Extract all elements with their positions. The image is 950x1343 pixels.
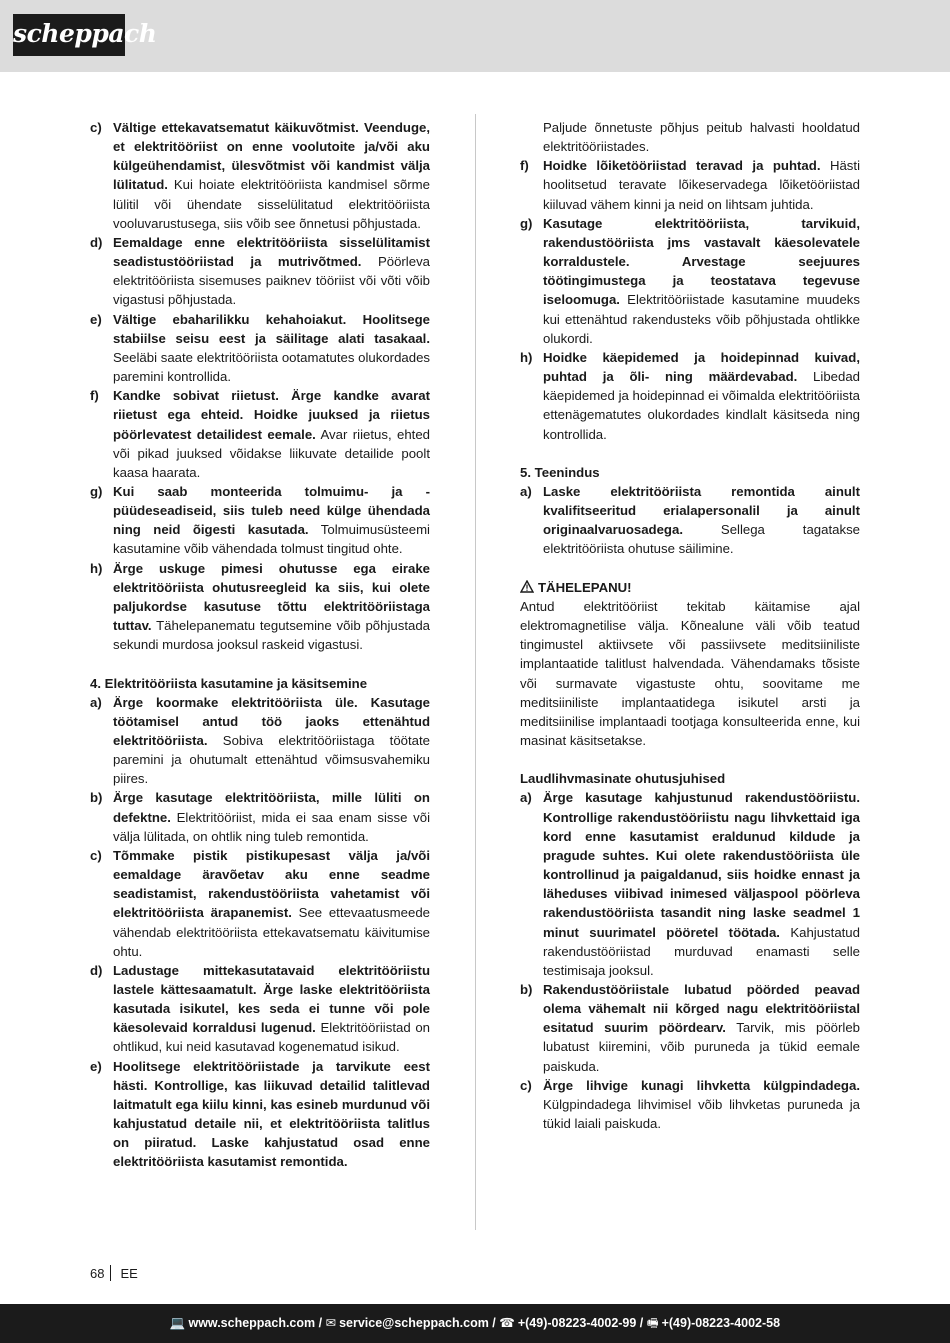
list-item-label: d)	[90, 962, 103, 978]
list-item-bold-text: Rakendustööriistale lubatud pöörded peavad olema vähemalt nii kõrged nagu elektritööriistal esitatud suurim pöördearv.	[543, 981, 860, 1036]
list-item-plain-text: Sobiva elektritööriistaga töötate paremini ja ohutumalt ettenähtud võimsusvahemiku piires.	[113, 732, 430, 787]
list-item	[520, 980, 860, 1076]
list-item-label: b)	[90, 790, 103, 806]
list-item-label: g)	[90, 483, 103, 499]
list-item-text	[113, 693, 430, 789]
list-item-plain-text: Külgpindadega lihvimisel võib lihvketas puruneda ja tükid laiali paiskuda.	[543, 1096, 860, 1132]
list-item-label: d)	[90, 234, 103, 250]
footer-phone: +(49)-08223-4002-99 /	[517, 1316, 644, 1330]
list-item-bold-text: Kasutage elektritööriista, tarvikuid, rakendustööriista jms vastavalt käesolevatele korraldustele. Arvestage seejuures töötingimustega ja teostatava tegevuse iseloomuga.	[543, 215, 860, 308]
list-item-label: g)	[520, 215, 533, 231]
page-number	[90, 1265, 138, 1283]
list-item-plain-text: Elektritööriistad on ohtlikud, kui neid kasutavad kogenematud isikud.	[113, 1020, 430, 1055]
list-item	[90, 693, 430, 789]
list-item-label: f)	[90, 388, 99, 404]
list-item-bold-text: Hoidke käepidemed ja hoidepinnad kuivad, puhtad ja õli- ning määrdevabad.	[543, 349, 860, 385]
header-bar	[0, 0, 950, 72]
list-item-text	[543, 482, 860, 559]
footer-website[interactable]: www.scheppach.com /	[188, 1316, 323, 1330]
warning-text: Antud elektritööriist tekitab käitamise ajal elektromagnetilise välja. Kõnealune väli võib teatud tingimustel aktiivsete või passiivsete meditsiiniliste implantaatide talitlust halvendada. Vähendamaks tõsiste või surmavate vigastuste ohtu, soovitame me meditsiiniliste implantaatidega isikutel arsti ja meditsiinilise implantaadi tootjaga konsulteerida enne, kui masinat käsitsetakse.	[520, 598, 860, 748]
phone-icon: ☎	[499, 1316, 515, 1330]
list-item-label: c)	[520, 1077, 532, 1093]
list-item-bold-text: Hoolitsege elektritööriistade ja tarvikute eest hästi. Kontrollige, kas liikuvad detailid talitlevad laitmatult ega kiilu kinni, kas esineb murdunud või kahjustatud detaile nii, et elektritööriista talitlus on piiratud. Laske kahjustatud osad enne elektritööriista kasutamist remontida.	[113, 1058, 430, 1170]
list-item-bold-text: Kui saab monteerida tolmuimu- ja -püüdeseadiseid, siis tuleb need külge ühendada ning neid õigesti kasutada.	[113, 483, 430, 538]
list-item-bold-text: Kandke sobivat riietust. Ärge kandke avarat riietust ega ehteid. Hoidke juuksed ja riietus pöörlevatest detailidest eemale.	[113, 388, 430, 442]
list-item-text	[543, 214, 860, 348]
list-item-bold-text: Ärge uskuge pimesi ohutusse ega eirake elektritööriista ohutusreegleid ka siis, kui olete paljukordse kasutuse tõttu elektritööriistaga tuttav.	[113, 560, 430, 634]
section-heading: 4. Elektritööriista kasutamine ja käsitsemine	[90, 675, 368, 691]
list-item-text	[113, 118, 430, 233]
right-column	[520, 118, 860, 1133]
list-item-bold-text: Ärge koormake elektritööriista üle. Kasutage töötamisel antud töö jaoks ettenähtud elektritööriista.	[113, 694, 430, 748]
section-heading: 5. Teenindus	[520, 464, 600, 480]
mail-icon: ✉	[325, 1316, 337, 1330]
list-item-plain-text: Avar riietus, ehted või pikad juuksed võidakse liikuvate detailide poolt kaasa haarata.	[113, 426, 431, 480]
list-item-text	[543, 980, 860, 1076]
page-number-value: 68	[90, 1266, 105, 1281]
list-item-plain-text: Hästi hoolitsetud teravate lõikeservadega lõiketööriistad kiiluvad vähem kinni ja neid on lihtsam juhtida.	[543, 158, 860, 212]
list-item-label: a)	[90, 694, 102, 710]
list-item-label: c)	[90, 120, 102, 135]
list-item-bold-text: Ärge kasutage elektritööriista, mille lüliti on defektne.	[113, 790, 430, 825]
list-item-label: a)	[520, 790, 532, 806]
column-divider	[475, 114, 476, 1230]
list-item	[90, 1057, 430, 1172]
list-item-text	[113, 310, 430, 387]
list-item-bold-text: Tõmmake pistik pistikupesast välja ja/või eemaldage äravõetav aku enne seadme seadistamist, rakendustööriista vahetamist või elektritööriista ärapanemist.	[113, 847, 430, 921]
list-item-plain-text: See ettevaatusmeede vähendab elektritööriista ettekavatsematu käivitumise ohtu.	[113, 905, 431, 959]
list-item-label: e)	[90, 1058, 102, 1074]
list-item	[520, 482, 860, 559]
list-item-text	[543, 156, 860, 213]
list-item-bold-text: Vältige ettekavatsematut käikuvõtmist. Veenduge, et elektritööriist on enne voolutoite ja/või aku külgeühendamist, ülesvõtmist või kandmist välja lülitatud.	[113, 120, 430, 193]
fax-icon: 🖷	[646, 1316, 659, 1330]
list-item-text	[543, 348, 860, 444]
list-item-label: e)	[90, 311, 102, 327]
list-item	[90, 788, 430, 845]
list-item-text	[543, 788, 860, 980]
footer-email[interactable]: service@scheppach.com /	[339, 1316, 496, 1330]
list-item	[90, 386, 430, 482]
list-item-text	[113, 233, 430, 310]
list-item-plain-text: Seeläbi saate elektritööriista ootamatutes olukordades paremini kontrollida.	[113, 349, 430, 385]
page-number-separator	[110, 1265, 111, 1281]
list-item	[520, 348, 860, 444]
list-item	[90, 118, 430, 233]
list-item-plain-text: Kui hoiate elektritööriista kandmisel sõrme lülitil või ühendate sisselülitatud elektritööriista vooluvarustusega, siis võib see õnnetusi põhjustada.	[113, 177, 430, 231]
list-item-plain-text: Elektritööriistade kasutamine muudeks kui ettenähtud rakendusteks võib põhjustada ohtlikke olukordi.	[543, 292, 860, 346]
list-item-label: h)	[90, 560, 103, 576]
list-item-plain-text: Kahjustatud rakendustööriistad murduvad enamasti selle testimisaja jooksul.	[543, 924, 860, 978]
list-item-bold-text: Vältige ebaharilikku kehahoiakut. Hoolitsege stabiilse seisu eest ja säilitage alati tasakaal.	[113, 311, 430, 346]
list-item	[90, 559, 430, 655]
list-item-label: h)	[520, 349, 533, 365]
list-item-text	[113, 559, 430, 655]
list-item-label: a)	[520, 483, 532, 499]
list-item-plain-text: Tarvik, mis pöörleb lubatust kiiremini, võib puruneda ja tükid eemale paiskuda.	[543, 1020, 860, 1074]
list-item-text	[113, 961, 430, 1057]
list-item	[90, 482, 430, 559]
list-item-text	[113, 482, 430, 559]
list-item-plain-text: Pöörleva elektritööriista sisemuses paiknev tööriist või võti võib vigastusi põhjustada.	[113, 254, 430, 308]
continued-text: Paljude õnnetuste põhjus peitub halvasti hooldatud elektritööriistades.	[543, 120, 860, 155]
left-column	[90, 118, 430, 1172]
language-code: EE	[120, 1266, 138, 1281]
list-item-bold-text: Ladustage mittekasutatavaid elektritööriistu lastele kättesaamatult. Ärge laske elektritööriista kasutada isikutel, kes seda ei tunne või pole käesolevaid korraldusi lugenud.	[113, 962, 430, 1036]
list-item	[520, 1076, 860, 1133]
list-item	[520, 156, 860, 213]
list-item-plain-text: Tolmuimusüsteemi kasutamine võib vähendada tolmust tingitud ohte.	[113, 522, 430, 557]
scheppach-logo: scheppach	[13, 14, 125, 56]
list-item-text	[113, 1057, 430, 1172]
section-heading: Laudlihvmasinate ohutusjuhised	[520, 771, 726, 787]
list-item-plain-text: Sellega tagatakse elektritööriista ohutuse säilimine.	[543, 522, 860, 557]
list-item-bold-text: Laske elektritööriista remontida ainult kvalifitseeritud erialapersonalil ja ainult originaalvaruosadega.	[543, 483, 860, 538]
list-item-bold-text: Ärge kasutage kahjustunud rakendustööriistu. Kontrollige rakendustööriistu nagu lihvkettaid iga kord enne kasutamist eraldunud kildude ja pragude suhtes. Kui olete rakendustööriista üle kontrollinud ja paigaldanud, siis hoidke ennast ja läheduses viibivad inimesed väljaspool pöörleva rakendustööriista tasandit ning laske seadmel 1 minut suurimatel pööretel töötada.	[543, 790, 860, 940]
list-item	[90, 233, 430, 310]
footer-contact-bar	[0, 1304, 950, 1343]
list-item	[90, 846, 430, 961]
warning-heading	[520, 578, 860, 597]
list-item	[90, 961, 430, 1057]
list-item-text	[113, 846, 430, 961]
list-item-text	[543, 1076, 860, 1133]
list-item-plain-text: Libedad käepidemed ja hoidepinnad ei võimalda elektritööriista ettenägematutes olukordades kindlalt käsitseda ning kontrollida.	[543, 369, 860, 442]
list-item-plain-text: Tähelepanematu tegutsemine võib põhjustada sekundi murdosa jooksul raskeid vigastusi.	[113, 618, 430, 653]
warning-heading-text: TÄHELEPANU!	[538, 579, 632, 595]
list-item-plain-text: Elektritööriist, mida ei saa enam sisse või välja lülitada, on ohtlik ning tuleb remontida.	[113, 809, 430, 844]
list-item-label: c)	[90, 847, 102, 863]
list-item	[520, 788, 860, 980]
footer-fax: +(49)-08223-4002-58	[661, 1316, 781, 1330]
list-item-label: b)	[520, 981, 533, 997]
list-item-text	[113, 386, 430, 482]
computer-icon: 💻	[169, 1316, 186, 1330]
list-item-bold-text: Ärge lihvige kunagi lihvketta külgpindadega.	[543, 1077, 860, 1093]
list-item-text	[113, 788, 430, 845]
list-item-bold-text: Eemaldage enne elektritööriista sisselülitamist seadistustööriistad ja mutrivõtmed.	[113, 234, 430, 270]
list-item-label: f)	[520, 158, 529, 174]
list-item	[90, 310, 430, 387]
list-item	[520, 214, 860, 348]
warning-triangle-icon	[520, 580, 534, 593]
list-item-bold-text: Hoidke lõiketööriistad teravad ja puhtad.	[543, 158, 821, 174]
